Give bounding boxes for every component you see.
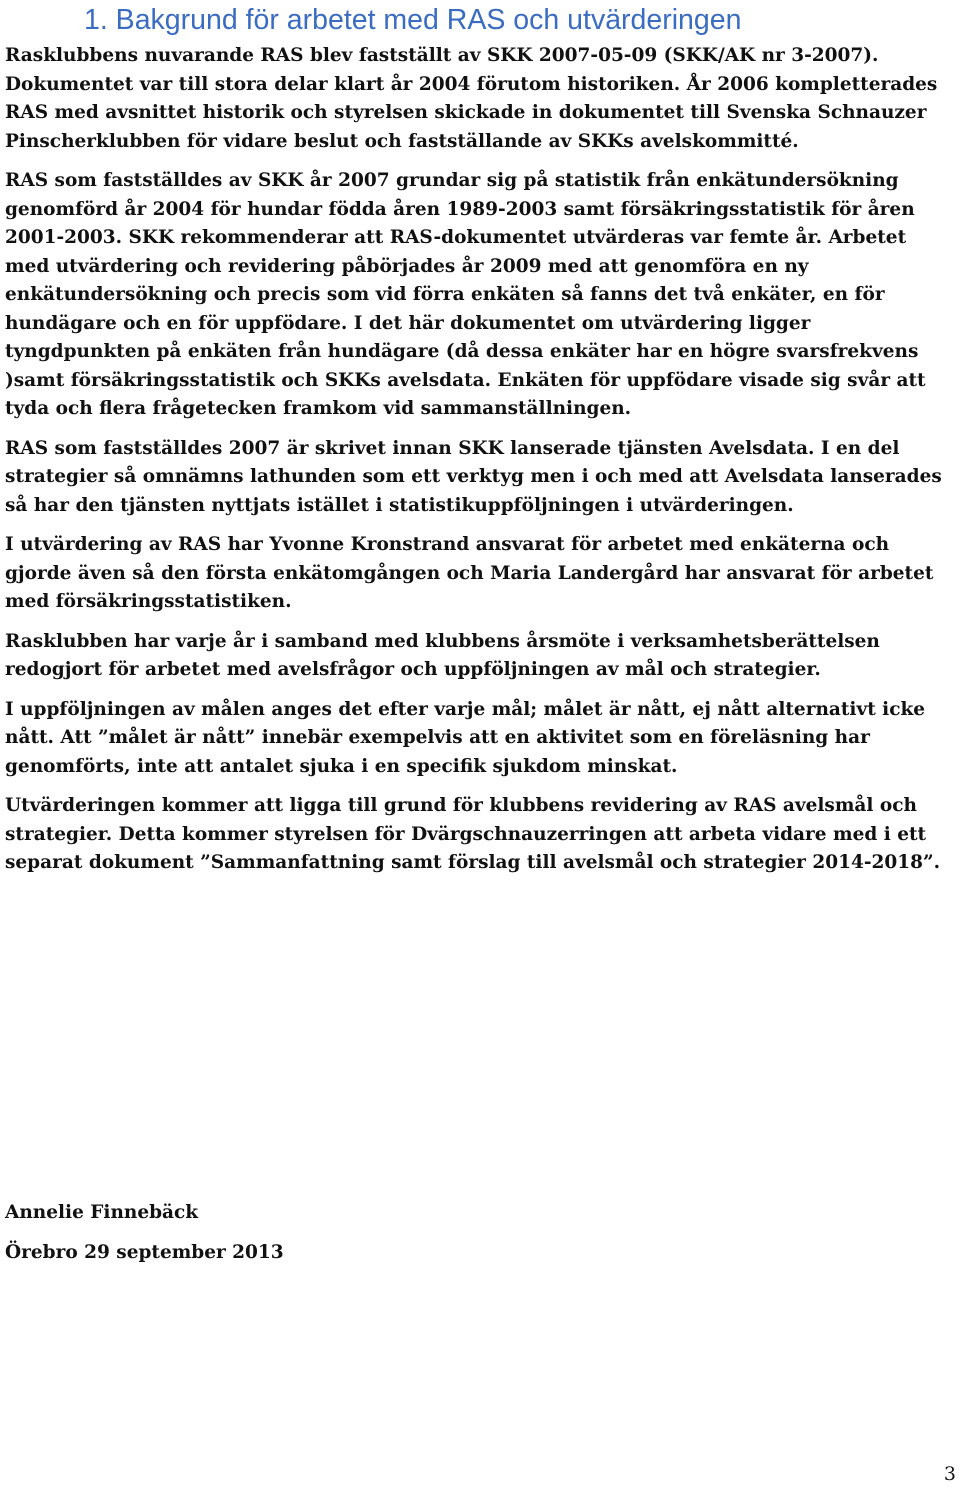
paragraph-background: Rasklubbens nuvarande RAS blev fastställt av SKK 2007-05-09 (SKK/AK nr 3-2007). Dokumentet var till stora delar klart år 2004 förutom historiken. År 2006 kompletterades RAS med avsnittet historik och styrelsen skickade in dokumentet till Svenska Schnauzer Pinscherklubben för vidare beslut och fastställande av SKKs avelskommitté.	[5, 45, 938, 152]
paragraph-revision-basis: Utvärderingen kommer att ligga till grund för klubbens revidering av RAS avelsmål och strategier. Detta kommer styrelsen för Dvärgschnauzerringen att arbeta vidare med i ett separat dokument ”Sammanfattning samt förslag till avelsmål och strategier 2014-2018”.	[5, 795, 941, 873]
paragraph-statistics-basis: RAS som fastställdes av SKK år 2007 grundar sig på statistik från enkätundersökning genomförd år 2004 för hundar födda åren 1989-2003 samt försäkringsstatistik för åren 2001-2003. SKK rekommenderar att RAS-dokumentet utvärderas var femte år. Arbetet med utvärdering och revidering påbörjades år 2009 med att genomföra en ny enkätundersökning och precis som vid förra enkäten så fanns det två enkäter, en för hundägare och en för uppfödare. I det här dokumentet om utvärdering ligger tyngdpunkten på enkäten från hundägare (då dessa enkäter har en högre svarsfrekvens )samt försäkringsstatistik och SKKs avelsdata. Enkäten för uppfödare visade sig svår att tyda och flera frågetecken framkom vid sammanställningen.	[5, 170, 926, 419]
page-number: 3	[943, 1463, 956, 1485]
paragraph-avelsdata: RAS som fastställdes 2007 är skrivet innan SKK lanserade tjänsten Avelsdata. I en del strategier så omnämns lathunden som ett verktyg men i och med att Avelsdata lanserades så har den tjänsten nyttjats istället i statistikuppföljningen i utvärderingen.	[5, 437, 942, 516]
section-heading: 1. Bakgrund för arbetet med RAS och utvärderingen	[84, 4, 742, 36]
signature-name: Annelie Finnebäck	[5, 1202, 199, 1223]
signature-place-date: Örebro 29 september 2013	[5, 1242, 284, 1263]
paragraph-goal-follow-up: I uppföljningen av målen anges det efter varje mål; målet är nått, ej nått alternativt icke nått. Att ”målet är nått” innebär exempelvis att en aktivitet som en föreläsning har genomförts, inte att antalet sjuka i en specifik sjukdom minskat.	[5, 698, 926, 777]
paragraph-responsibilities: I utvärdering av RAS har Yvonne Kronstrand ansvarat för arbetet med enkäterna och gjorde även så den första enkätomgången och Maria Landergård har ansvarat för arbetet med försäkringsstatistiken.	[5, 534, 934, 612]
paragraph-annual-report: Rasklubben har varje år i samband med klubbens årsmöte i verksamhetsberättelsen redogjort för arbetet med avelsfrågor och uppföljningen av mål och strategier.	[5, 630, 880, 680]
body-text	[5, 42, 955, 889]
